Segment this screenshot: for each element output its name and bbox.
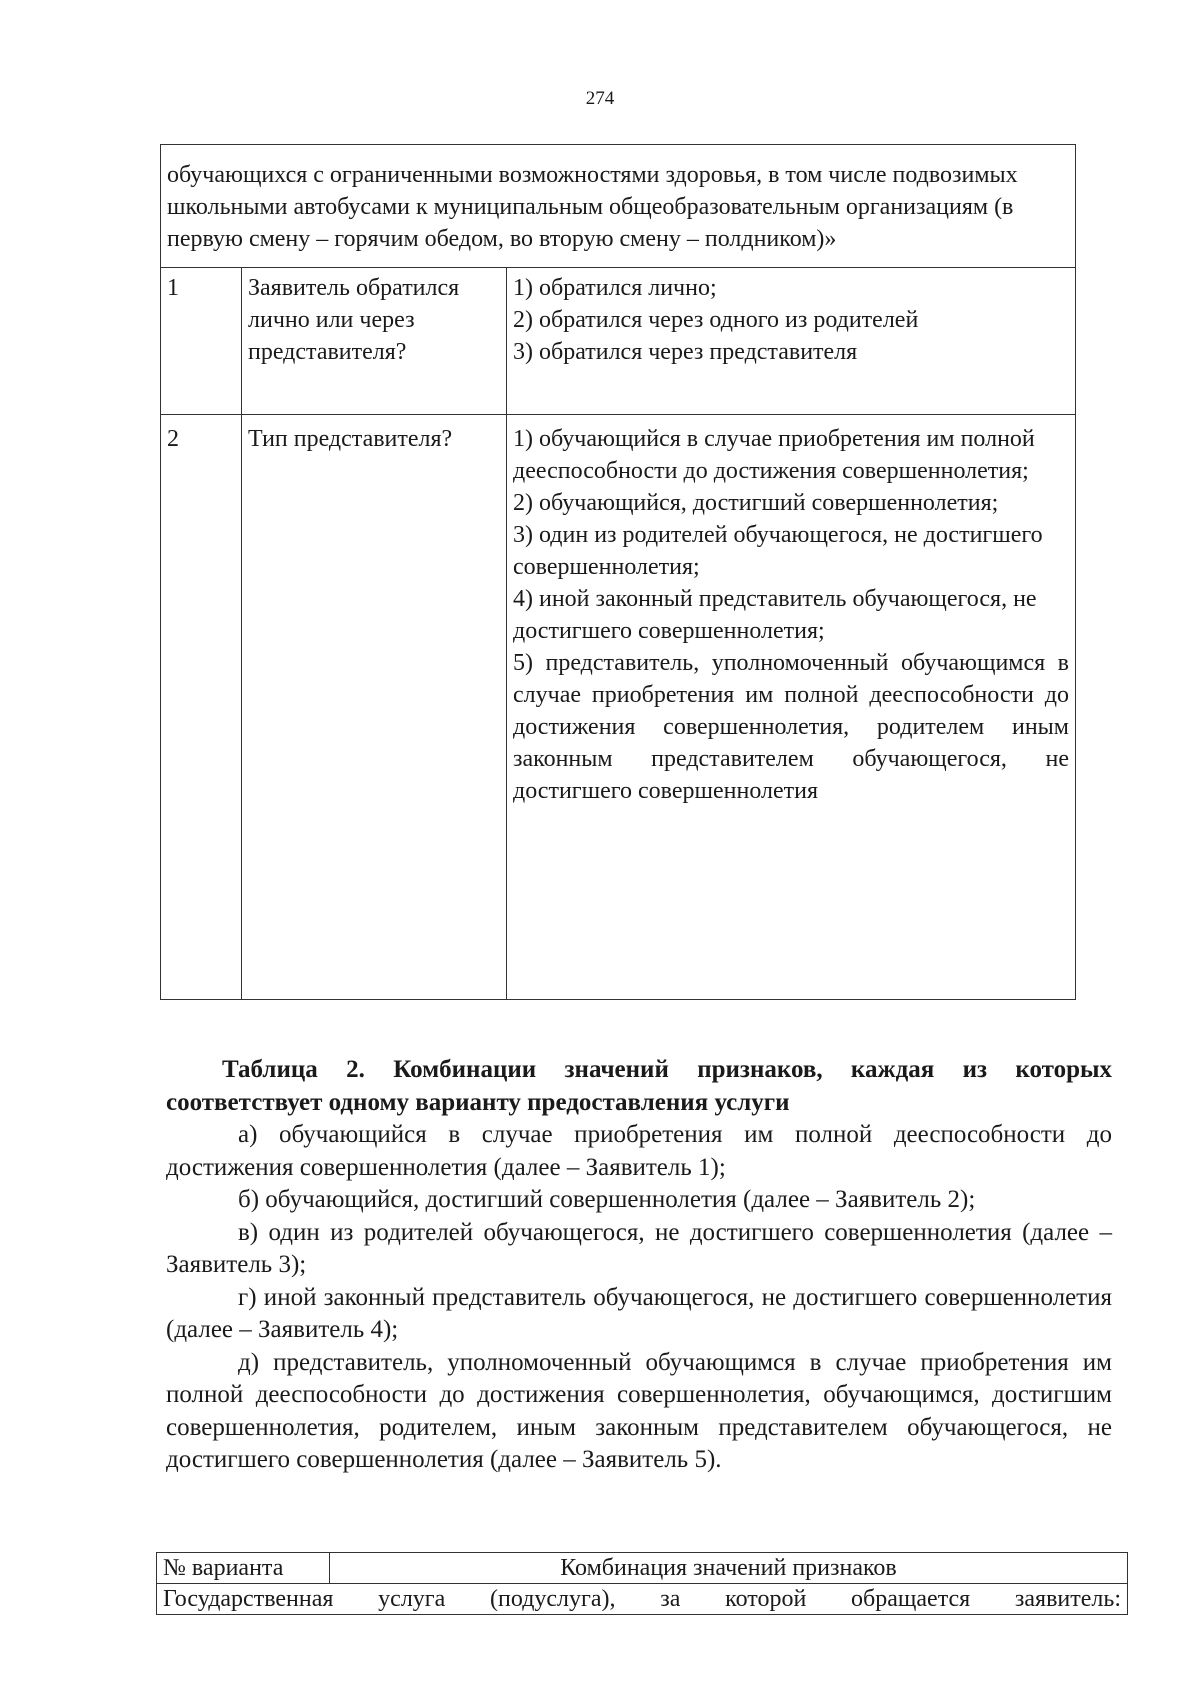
row-question: Тип представителя?: [242, 415, 507, 1000]
table-header-row: [161, 145, 1076, 268]
answer-item: 4) иной законный представитель обучающегося, не достигшего совершеннолетия;: [513, 586, 1037, 644]
section-heading: Таблица 2. Комбинации значений признаков, каждая из которых соответствует одному варианту предоставления услуги: [166, 1056, 1112, 1116]
service-row: [157, 1584, 1128, 1615]
applicant-paragraph: в) один из родителей обучающегося, не достигшего совершеннолетия (далее – Заявитель 3);: [166, 1218, 1112, 1278]
applicant-paragraph: а) обучающийся в случае приобретения им полной дееспособности до достижения совершеннолетия (далее – Заявитель 1);: [166, 1121, 1112, 1181]
table-row: [161, 415, 1076, 1000]
row-question: Заявитель обратился лично или через представителя?: [242, 268, 507, 415]
service-row-cell: Государственная услуга (подуслуга), за которой обращается заявитель:: [157, 1584, 1128, 1615]
answer-item: 2) обратился через одного из родителей: [513, 307, 919, 333]
answer-item: 3) один из родителей обучающегося, не достигшего совершеннолетия;: [513, 522, 1043, 580]
row-answers: [507, 415, 1076, 1000]
variants-header-row: [157, 1553, 1128, 1584]
answer-item: 1) обучающийся в случае приобретения им полной дееспособности до достижения совершеннолетия;: [513, 426, 1035, 484]
applicant-paragraph: г) иной законный представитель обучающегося, не достигшего совершеннолетия (далее – Заявитель 4);: [166, 1283, 1112, 1343]
variants-table: [156, 1552, 1128, 1615]
table-row: [161, 268, 1076, 415]
answer-item: 1) обратился лично;: [513, 275, 717, 301]
row-number: 1: [161, 268, 242, 415]
row-answers: [507, 268, 1076, 415]
row-number: 2: [161, 415, 242, 1000]
applicant-paragraph: д) представитель, уполномоченный обучающимся в случае приобретения им полной дееспособности до достижения совершеннолетия, обучающимся, достигшим совершеннолетия, родителем, иным законным представителем обучающегося, не достигшего совершеннолетия (далее – Заявитель 5).: [166, 1348, 1112, 1473]
page-number: 274: [585, 88, 615, 109]
answer-item: 5) представитель, уполномоченный обучающимся в случае приобретения им полной дееспособности до достижения совершеннолетия, родителем иным законным представителем обучающегося, не достигшего совершеннолетия: [513, 650, 1069, 804]
answer-item: 2) обучающийся, достигший совершеннолетия;: [513, 490, 999, 516]
variant-number-header: № варианта: [157, 1553, 330, 1584]
answer-item: 3) обратился через представителя: [513, 339, 858, 365]
combination-header: Комбинация значений признаков: [330, 1553, 1128, 1584]
criteria-table: [160, 144, 1076, 1000]
table2-section: [166, 1054, 1112, 1477]
table-header-cell: обучающихся с ограниченными возможностями здоровья, в том числе подвозимых школьными автобусами к муниципальным общеобразовательным организациям (в первую смену – горячим обедом, во вторую смену – полдником)»: [161, 145, 1076, 268]
applicant-paragraph: б) обучающийся, достигший совершеннолетия (далее – Заявитель 2);: [238, 1186, 976, 1213]
